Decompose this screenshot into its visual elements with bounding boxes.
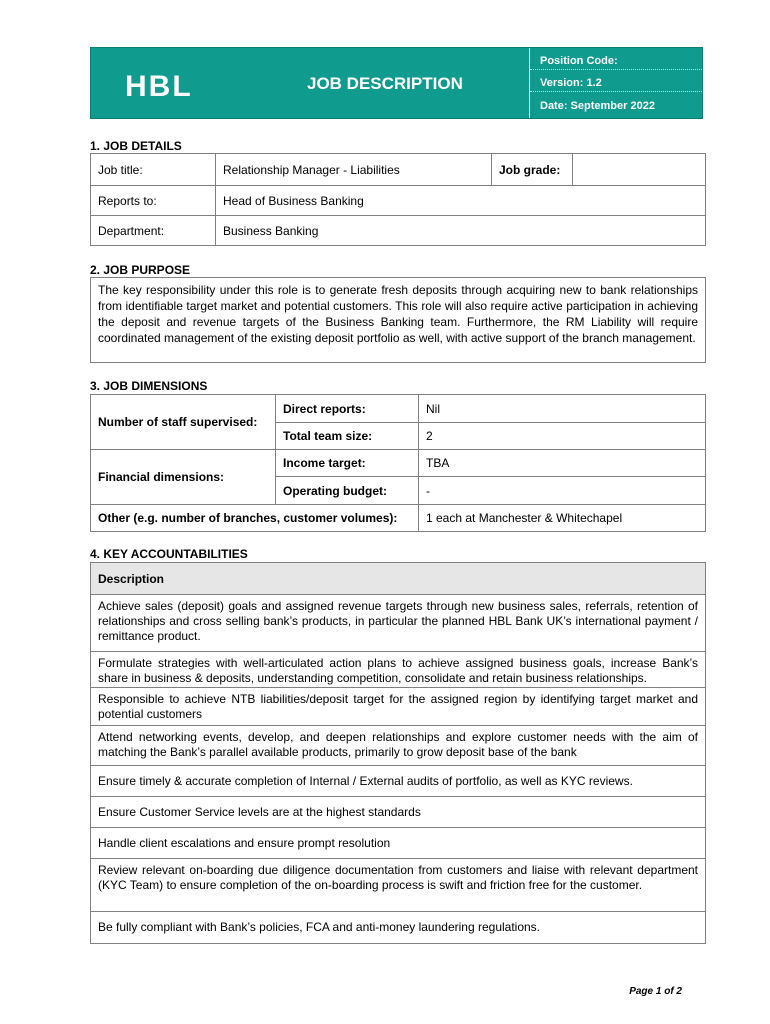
table-row xyxy=(91,766,705,797)
table-row xyxy=(91,595,705,652)
income-target-label-cell xyxy=(275,449,419,477)
financial-dimensions-label: Financial dimensions: xyxy=(98,470,225,484)
job-purpose-text: The key responsibility under this role is to generate fresh deposits through acquiring new to bank relationships from identifiable target market and potential customers. This role will also require active participation in achieving the deposit and revenue targets of the Business Banking team. Furthermore, the RM Liability will require coordinated management of the existing deposit portfolio as well, with active support of the branch management. xyxy=(98,283,698,345)
accountability-text: Ensure Customer Service levels are at the highest standards xyxy=(98,804,421,819)
direct-reports-label-cell xyxy=(275,394,419,423)
team-size-value-cell xyxy=(418,422,706,450)
header-line xyxy=(530,91,702,92)
job-grade-label-cell xyxy=(491,153,573,186)
job-title-value-cell xyxy=(215,153,492,186)
accountability-text: Handle client escalations and ensure prompt resolution xyxy=(98,835,391,850)
section-title-job-details: 1. JOB DETAILS xyxy=(90,139,182,153)
reports-to-label: Reports to: xyxy=(98,193,157,208)
document-title: JOB DESCRIPTION xyxy=(307,74,463,93)
table-row xyxy=(91,797,705,828)
department-label-cell xyxy=(90,215,216,246)
table-row xyxy=(91,688,705,726)
accountability-text: Attend networking events, develop, and deepen relationships and explore customer needs with the aim of matching the Bank’s parallel available products, primarily to grow deposit base of the bank xyxy=(98,730,698,759)
section-title-job-dimensions: 3. JOB DIMENSIONS xyxy=(90,379,208,393)
table-row xyxy=(91,859,705,912)
table-row xyxy=(91,828,705,859)
table-row xyxy=(91,912,705,943)
description-header-label: Description xyxy=(98,571,165,586)
page-number: Page 1 of 2 xyxy=(629,986,682,997)
accountability-text: Formulate strategies with well-articulated action plans to achieve assigned business goals, increase Bank’s share in business & deposits, understanding competition, consolidate and retain business relationships. xyxy=(98,656,698,685)
job-grade-label: Job grade: xyxy=(499,162,561,177)
position-code: Position Code: xyxy=(540,55,618,67)
section-title-job-purpose: 2. JOB PURPOSE xyxy=(90,263,191,277)
staff-supervised-label: Number of staff supervised: xyxy=(98,415,258,429)
job-grade-value-cell xyxy=(572,153,706,186)
department-label: Department: xyxy=(98,223,165,238)
operating-budget-value: - xyxy=(426,483,430,498)
hbl-logo: HBL xyxy=(125,70,193,103)
reports-to-value: Head of Business Banking xyxy=(223,193,364,208)
income-target-value-cell xyxy=(418,449,706,477)
key-accountabilities-table xyxy=(90,562,706,944)
team-size-value: 2 xyxy=(426,429,433,443)
reports-to-label-cell xyxy=(90,185,216,216)
direct-reports-value-cell xyxy=(418,394,706,423)
version: Version: 1.2 xyxy=(540,77,602,89)
table-row xyxy=(91,652,705,688)
table-row xyxy=(91,726,705,766)
direct-reports-value: Nil xyxy=(426,401,440,416)
accountability-text: Review relevant on-boarding due diligence documentation from customers and liaise with relevant department (KYC Team) to ensure completion of the on-boarding process is swift and friction free for the customer. xyxy=(98,863,698,892)
operating-budget-label-cell xyxy=(275,476,419,505)
header-divider xyxy=(529,48,530,118)
other-dimensions-value-cell xyxy=(418,504,706,532)
logo-box xyxy=(97,54,227,114)
accountability-text: Be fully compliant with Bank’s policies, FCA and anti-money laundering regulations. xyxy=(98,920,541,934)
income-target-value: TBA xyxy=(426,456,450,470)
direct-reports-label: Direct reports: xyxy=(283,401,366,416)
reports-to-value-cell xyxy=(215,185,706,216)
income-target-label: Income target: xyxy=(283,456,366,470)
accountability-text: Achieve sales (deposit) goals and assigned revenue targets through new business sales, referrals, retention of relationships and cross selling bank’s products, in particular the planned HBL Bank UK’s international payment / remittance product. xyxy=(98,599,698,643)
job-title-value: Relationship Manager - Liabilities xyxy=(223,162,400,177)
team-size-label-cell xyxy=(275,422,419,450)
other-dimensions-label: Other (e.g. number of branches, customer volumes): xyxy=(98,511,398,525)
job-title-label: Job title: xyxy=(98,162,143,177)
job-purpose-box xyxy=(90,277,706,363)
team-size-label: Total team size: xyxy=(283,429,373,443)
description-header xyxy=(91,563,705,595)
other-dimensions-label-cell xyxy=(90,504,419,532)
date: Date: September 2022 xyxy=(540,100,655,112)
document-header xyxy=(90,47,703,119)
department-value: Business Banking xyxy=(223,223,319,238)
financial-dimensions-label-cell xyxy=(90,449,276,505)
header-line xyxy=(530,69,702,70)
accountability-text: Ensure timely & accurate completion of Internal / External audits of portfolio, as well as KYC reviews. xyxy=(98,773,633,788)
accountability-text: Responsible to achieve NTB liabilities/deposit target for the assigned region by identifying target market and potential customers xyxy=(98,692,698,721)
other-dimensions-value: 1 each at Manchester & Whitechapel xyxy=(426,511,623,525)
section-title-key-accountabilities: 4. KEY ACCOUNTABILITIES xyxy=(90,547,248,561)
staff-supervised-label-cell xyxy=(90,394,276,450)
department-value-cell xyxy=(215,215,706,246)
operating-budget-value-cell xyxy=(418,476,706,505)
job-title-label-cell xyxy=(90,153,216,186)
operating-budget-label: Operating budget: xyxy=(283,483,387,498)
